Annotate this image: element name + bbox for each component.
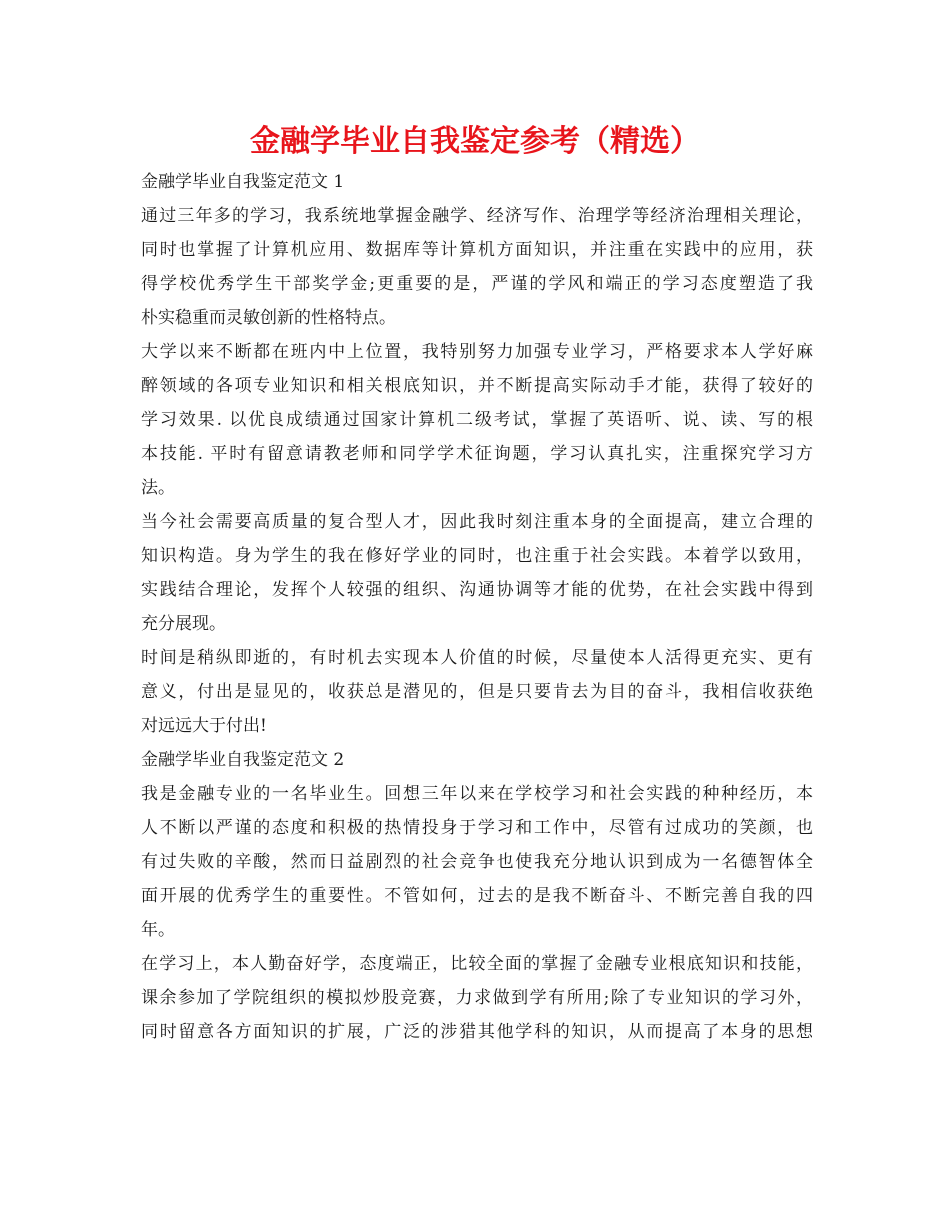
text-line: 实践结合理论，发挥个人较强的组织、沟通协调等才能的优势，在社会实践中得到 [141, 580, 813, 600]
text-line: 有过失败的辛酸，然而日益剧烈的社会竞争也使我充分地认识到成为一名德智体全 [141, 852, 813, 872]
text-line: 时间是稍纵即逝的，有时机去实现本人价值的时候，尽量使本人活得更充实、更有 [141, 648, 813, 668]
text-line: 得学校优秀学生干部奖学金;更重要的是，严谨的学风和端正的学习态度塑造了我 [141, 274, 813, 294]
text-line: 朴实稳重而灵敏创新的性格特点。 [141, 308, 396, 328]
text-line: 我是金融专业的一名毕业生。回想三年以来在学校学习和社会实践的种种经历，本 [141, 784, 813, 804]
text-line: 学习效果. 以优良成绩通过国家计算机二级考试，掌握了英语听、说、读、写的根 [141, 410, 813, 430]
text-line: 知识构造。身为学生的我在修好学业的同时，也注重于社会实践。本着学以致用， [141, 546, 813, 566]
text-line: 意义，付出是显见的，收获总是潜见的，但是只要肯去为目的奋斗，我相信收获绝 [141, 682, 813, 702]
text-line: 金融学毕业自我鉴定范文 1 [141, 172, 345, 192]
text-line: 本技能. 平时有留意请教老师和同学学术征询题，学习认真扎实，注重探究学习方 [141, 444, 813, 464]
text-line: 通过三年多的学习，我系统地掌握金融学、经济写作、治理学等经济治理相关理论， [141, 206, 813, 226]
text-line: 在学习上，本人勤奋好学，态度端正，比较全面的掌握了金融专业根底知识和技能， [141, 954, 813, 974]
text-line: 人不断以严谨的态度和积极的热情投身于学习和工作中，尽管有过成功的笑颜，也 [141, 818, 813, 838]
text-line: 大学以来不断都在班内中上位置，我特别努力加强专业学习，严格要求本人学好麻 [141, 342, 813, 362]
document-title: 金融学毕业自我鉴定参考（精选） [250, 124, 700, 159]
text-line: 同时留意各方面知识的扩展，广泛的涉猎其他学科的知识，从而提高了本身的思想 [141, 1022, 813, 1042]
text-line: 课余参加了学院组织的模拟炒股竞赛，力求做到学有所用;除了专业知识的学习外， [141, 988, 813, 1008]
text-line: 充分展现。 [141, 614, 226, 634]
text-line: 同时也掌握了计算机应用、数据库等计算机方面知识，并注重在实践中的应用，获 [141, 240, 813, 260]
text-line: 醉领域的各项专业知识和相关根底知识，并不断提高实际动手才能，获得了较好的 [141, 376, 813, 396]
text-line: 当今社会需要高质量的复合型人才，因此我时刻注重本身的全面提高，建立合理的 [141, 512, 813, 532]
text-line: 对远远大于付出! [141, 716, 267, 736]
text-line: 年。 [141, 920, 175, 940]
text-line: 面开展的优秀学生的重要性。不管如何，过去的是我不断奋斗、不断完善自我的四 [141, 886, 813, 906]
document-body [141, 165, 813, 1049]
text-line: 金融学毕业自我鉴定范文 2 [141, 750, 345, 770]
text-line: 法。 [141, 478, 175, 498]
